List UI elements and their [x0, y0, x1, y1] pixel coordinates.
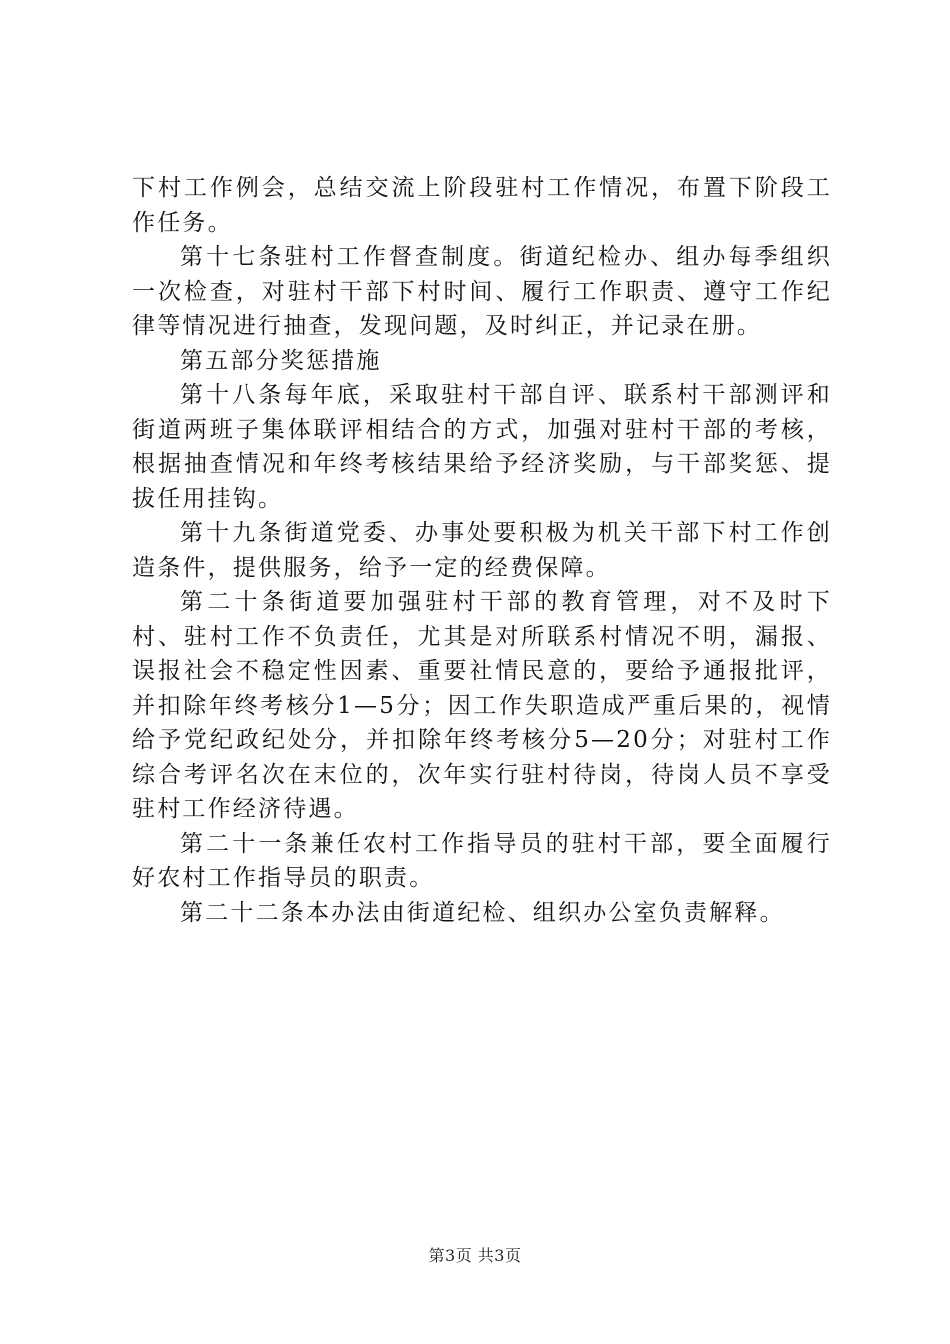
- paragraph-article-19: 第十九条街道党委、办事处要积极为机关干部下村工作创造条件，提供服务，给予一定的经费保障。: [132, 520, 832, 581]
- paragraph-article-20: 第二十条街道要加强驻村干部的教育管理，对不及时下村、驻村工作不负责任，尤其是对所联系村情况不明，漏报、误报社会不稳定性因素、重要社情民意的，要给予通报批评，并扣除年终考核分1—5分；因工作失职造成严重后果的，视情给予党纪政纪处分，并扣除年终考核分5—20分；对驻村工作综合考评名次在末位的，次年实行驻村待岗，待岗人员不享受驻村工作经济待遇。: [132, 589, 832, 822]
- section-heading: 第五部分奖惩措施: [180, 347, 382, 374]
- paragraph-article-17: 第十七条驻村工作督查制度。街道纪检办、组办每季组织一次检查，对驻村干部下村时间、履行工作职责、遵守工作纪律等情况进行抽查，发现问题，及时纠正，并记录在册。: [132, 244, 832, 339]
- paragraph-continuation: 下村工作例会，总结交流上阶段驻村工作情况，布置下阶段工作任务。: [132, 175, 832, 236]
- page-number-footer: 第3页 共3页: [428, 1246, 522, 1265]
- paragraph-article-21: 第二十一条兼任农村工作指导员的驻村干部，要全面履行好农村工作指导员的职责。: [132, 830, 832, 891]
- document-body: [132, 171, 832, 930]
- paragraph-article-18: 第十八条每年底，采取驻村干部自评、联系村干部测评和街道两班子集体联评相结合的方式，加强对驻村干部的考核，根据抽查情况和年终考核结果给予经济奖励，与干部奖惩、提拔任用挂钩。: [132, 382, 832, 512]
- paragraph-article-22: 第二十二条本办法由街道纪检、组织办公室负责解释。: [180, 899, 785, 926]
